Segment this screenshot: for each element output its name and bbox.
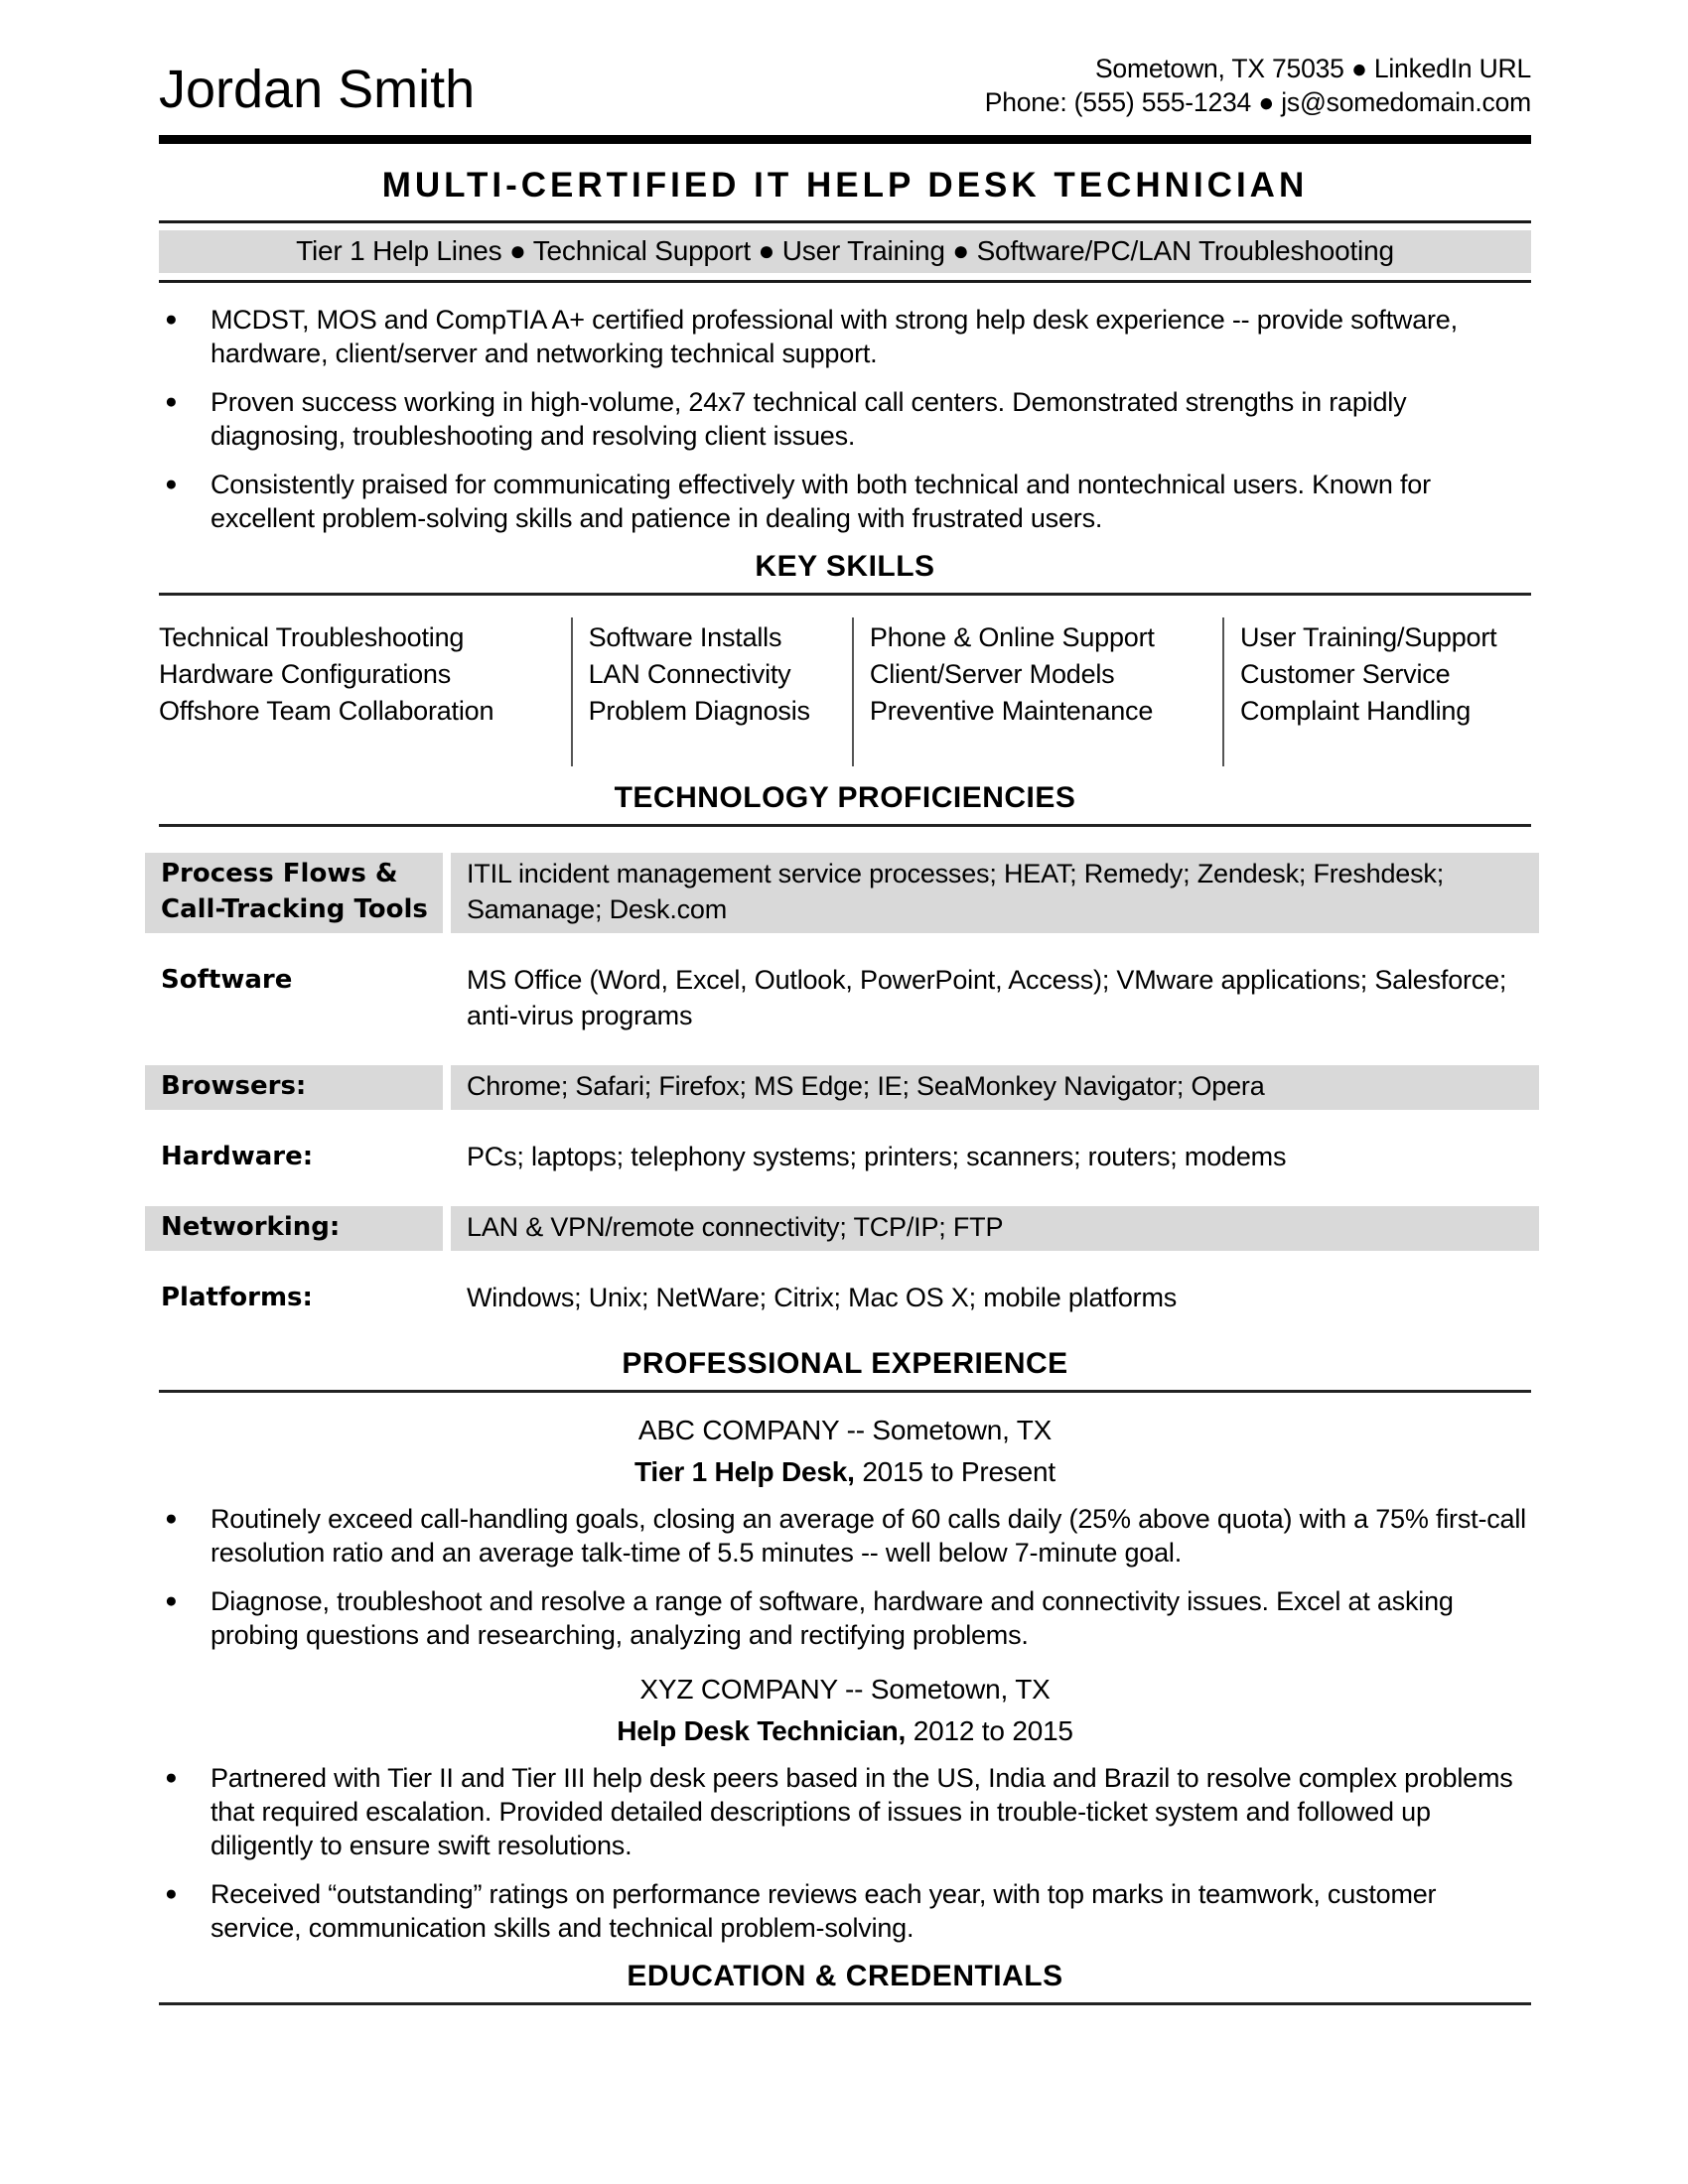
contact-line-phone-email: Phone: (555) 555-1234 ● js@somedomain.com	[984, 87, 1531, 117]
job-entry	[159, 1674, 1531, 1945]
skill-item: Client/Server Models	[869, 659, 1115, 689]
skill-item: Preventive Maintenance	[869, 696, 1154, 726]
summary-list	[159, 303, 1531, 535]
job-bullet	[159, 1877, 1531, 1945]
summary-text: Consistently praised for communicating effectively with both technical and nontechnical users. Known for excellent problem-solving skills and patience in dealing with frustrated users.	[211, 470, 1431, 533]
job-bullet-text: Received “outstanding” ratings on performance reviews each year, with top marks in teamwork, customer service, communication skills and technical problem-solving.	[211, 1879, 1437, 1943]
job-bullet	[159, 1584, 1531, 1652]
contact-info	[985, 52, 1531, 119]
technology-row-value: MS Office (Word, Excel, Outlook, PowerPoint, Access); VMware applications; Salesforce; anti-virus programs	[467, 965, 1507, 1030]
job-dates: 2015 to Present	[862, 1456, 1056, 1487]
job-bullet-text: Partnered with Tier II and Tier III help desk peers based in the US, India and Brazil to resolve complex problems that required escalation. Provided detailed descriptions of issues in trouble-ticket system and followed up diligently to ensure swift resolutions.	[211, 1763, 1513, 1860]
job-bullet	[159, 1761, 1531, 1862]
bullet-marker: ●	[165, 473, 178, 495]
experience-heading: PROFESSIONAL EXPERIENCE	[622, 1347, 1068, 1380]
section-rule	[159, 593, 1531, 596]
skill-item: Customer Service	[1240, 659, 1451, 689]
key-skills-heading: KEY SKILLS	[755, 550, 935, 583]
section-rule	[159, 1390, 1531, 1393]
technology-row	[145, 1277, 1539, 1321]
job-bullet	[159, 1502, 1531, 1570]
bullet-marker: ●	[165, 1766, 178, 1789]
header-divider	[159, 135, 1531, 144]
bullet-marker: ●	[165, 308, 178, 331]
bullet-marker: ●	[165, 1507, 178, 1530]
key-skills-column	[852, 617, 1222, 766]
technology-heading: TECHNOLOGY PROFICIENCIES	[614, 781, 1076, 814]
technology-row-value: Chrome; Safari; Firefox; MS Edge; IE; SeaMonkey Navigator; Opera	[451, 1065, 1539, 1110]
job-company: XYZ COMPANY -- Sometown, TX	[639, 1674, 1051, 1705]
education-heading: EDUCATION & CREDENTIALS	[627, 1960, 1063, 1992]
job-entry	[159, 1415, 1531, 1652]
job-role: Tier 1 Help Desk,	[633, 1456, 855, 1487]
skill-item: Hardware Configurations	[159, 659, 452, 689]
section-rule	[159, 2002, 1531, 2005]
technology-row	[145, 959, 1539, 1039]
technology-row	[145, 1206, 1539, 1251]
technology-row-label: Browsers:	[145, 1065, 443, 1110]
technology-row	[145, 1136, 1539, 1180]
technology-row-value: ITIL incident management service processes; HEAT; Remedy; Zendesk; Freshdesk; Samanage; Desk.com	[451, 853, 1539, 933]
job-role-line	[159, 1456, 1531, 1488]
technology-row-value: Windows; Unix; NetWare; Citrix; Mac OS X; mobile platforms	[467, 1283, 1178, 1312]
skill-item: LAN Connectivity	[588, 659, 791, 689]
technology-row-label: Software	[161, 965, 293, 995]
section-rule	[159, 824, 1531, 827]
job-bullet-text: Routinely exceed call-handling goals, closing an average of 60 calls daily (25% above quota) with a 75% first-call resolution ratio and an average talk-time of 5.5 minutes -- well below 7-minute goal.	[211, 1504, 1526, 1568]
technology-row-label: Hardware:	[161, 1142, 314, 1171]
technology-row	[145, 853, 1539, 933]
job-bullet-list	[159, 1502, 1531, 1652]
skill-item: Complaint Handling	[1240, 696, 1472, 726]
skill-item: Software Installs	[588, 622, 782, 652]
technology-row-label: Networking:	[145, 1206, 443, 1251]
technology-row	[145, 1065, 1539, 1110]
technology-table	[145, 853, 1539, 1321]
job-dates: 2012 to 2015	[913, 1715, 1073, 1746]
key-skills-table	[159, 617, 1531, 766]
summary-item	[159, 468, 1531, 535]
summary-item	[159, 303, 1531, 370]
skill-item: Offshore Team Collaboration	[159, 696, 494, 726]
summary-item	[159, 385, 1531, 453]
skill-item: Problem Diagnosis	[588, 696, 810, 726]
resume-header	[159, 52, 1531, 119]
key-skills-column	[159, 617, 571, 766]
bullet-marker: ●	[165, 1882, 178, 1905]
job-bullet-text: Diagnose, troubleshoot and resolve a range of software, hardware and connectivity issues. Excel at asking probing questions and researching, analyzing and rectifying problems.	[211, 1586, 1454, 1650]
technology-row-label: Process Flows & Call-Tracking Tools	[145, 853, 443, 933]
job-company: ABC COMPANY -- Sometown, TX	[637, 1415, 1053, 1445]
summary-text: MCDST, MOS and CompTIA A+ certified professional with strong help desk experience -- provide software, hardware, client/server and networking technical support.	[211, 305, 1458, 368]
specialties-banner: Tier 1 Help Lines ● Technical Support ● User Training ● Software/PC/LAN Troubleshooting	[159, 230, 1531, 273]
job-bullet-list	[159, 1761, 1531, 1945]
experience-jobs	[159, 1415, 1531, 1945]
job-role-line	[159, 1715, 1531, 1747]
resume-title: MULTI-CERTIFIED IT HELP DESK TECHNICIAN	[381, 166, 1309, 205]
skill-item: Phone & Online Support	[869, 622, 1155, 652]
bullet-marker: ●	[165, 1589, 178, 1612]
summary-text: Proven success working in high-volume, 24x7 technical call centers. Demonstrated strengths in rapidly diagnosing, troubleshooting and resolving client issues.	[211, 387, 1407, 451]
technology-row-value: PCs; laptops; telephony systems; printers; scanners; routers; modems	[467, 1142, 1287, 1171]
skill-item: User Training/Support	[1240, 622, 1497, 652]
key-skills-column	[571, 617, 852, 766]
technology-row-label: Platforms:	[161, 1283, 313, 1312]
technology-row-value: LAN & VPN/remote connectivity; TCP/IP; FTP	[451, 1206, 1539, 1251]
banner-bottom-rule	[159, 280, 1531, 283]
key-skills-column	[1222, 617, 1531, 766]
job-role: Help Desk Technician,	[617, 1715, 907, 1746]
contact-line-location: Sometown, TX 75035 ● LinkedIn URL	[1094, 54, 1531, 83]
bullet-marker: ●	[165, 390, 178, 413]
candidate-name: Jordan Smith	[159, 59, 476, 119]
banner-top-rule	[159, 220, 1531, 223]
skill-item: Technical Troubleshooting	[159, 622, 465, 652]
